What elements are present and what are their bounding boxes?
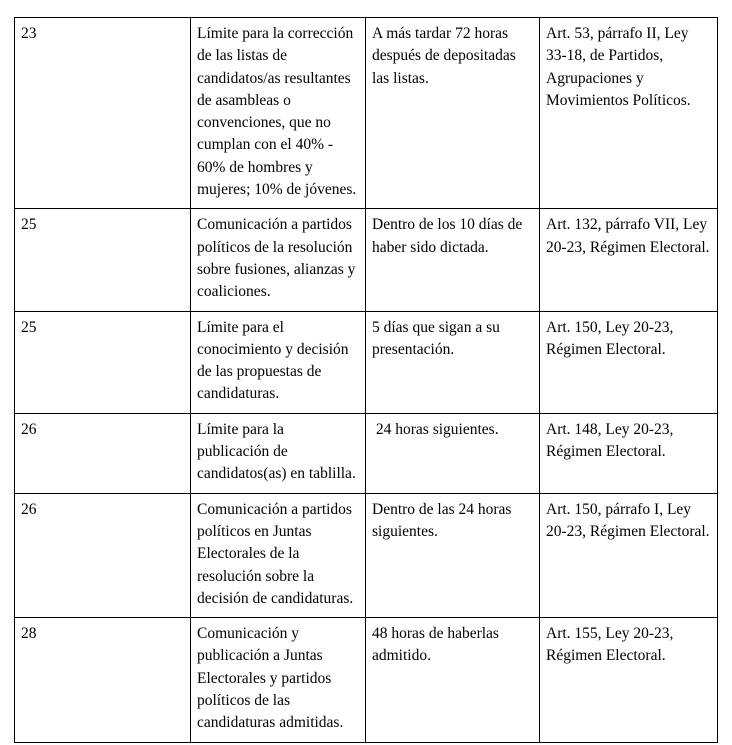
cell-basis: Art. 155, Ley 20-23, Régimen Electoral. — [540, 618, 718, 742]
cell-basis: Art. 132, párrafo VII, Ley 20-23, Régimen Electoral. — [540, 209, 718, 311]
cell-day: 26 — [15, 493, 191, 617]
cell-term: Dentro de los 10 días de haber sido dictada. — [366, 209, 540, 311]
cell-activity: Comunicación a partidos políticos de la resolución sobre fusiones, alianzas y coaliciones. — [191, 209, 366, 311]
cell-day: 23 — [15, 18, 191, 209]
cell-day: 28 — [15, 618, 191, 742]
cell-term: 24 horas siguientes. — [366, 413, 540, 493]
cell-basis: Art. 150, párrafo I, Ley 20-23, Régimen Electoral. — [540, 493, 718, 617]
cell-activity: Límite para el conocimiento y decisión de las propuestas de candidaturas. — [191, 311, 366, 413]
table-row — [15, 18, 718, 209]
cell-term: 5 días que sigan a su presentación. — [366, 311, 540, 413]
cell-term: A más tardar 72 horas después de depositadas las listas. — [366, 18, 540, 209]
cell-basis: Art. 150, Ley 20-23, Régimen Electoral. — [540, 311, 718, 413]
cell-term: 48 horas de haberlas admitido. — [366, 618, 540, 742]
cell-basis: Art. 53, párrafo II, Ley 33-18, de Partidos, Agrupaciones y Movimientos Políticos. — [540, 18, 718, 209]
cell-day: 25 — [15, 311, 191, 413]
cell-activity: Comunicación y publicación a Juntas Electorales y partidos políticos de las candidaturas admitidas. — [191, 618, 366, 742]
cell-activity: Límite para la corrección de las listas de candidatos/as resultantes de asambleas o convenciones, que no cumplan con el 40% - 60% de hombres y mujeres; 10% de jóvenes. — [191, 18, 366, 209]
table-row — [15, 209, 718, 311]
table-row — [15, 618, 718, 742]
table-row — [15, 413, 718, 493]
table-row — [15, 493, 718, 617]
cell-day: 25 — [15, 209, 191, 311]
table-body — [15, 18, 718, 743]
cell-day: 26 — [15, 413, 191, 493]
cell-activity: Límite para la publicación de candidatos(as) en tablilla. — [191, 413, 366, 493]
calendar-table-wrapper — [14, 17, 717, 743]
electoral-calendar-table — [14, 17, 718, 743]
cell-activity: Comunicación a partidos políticos en Juntas Electorales de la resolución sobre la decisión de candidaturas. — [191, 493, 366, 617]
cell-basis: Art. 148, Ley 20-23, Régimen Electoral. — [540, 413, 718, 493]
table-row — [15, 311, 718, 413]
cell-term: Dentro de las 24 horas siguientes. — [366, 493, 540, 617]
